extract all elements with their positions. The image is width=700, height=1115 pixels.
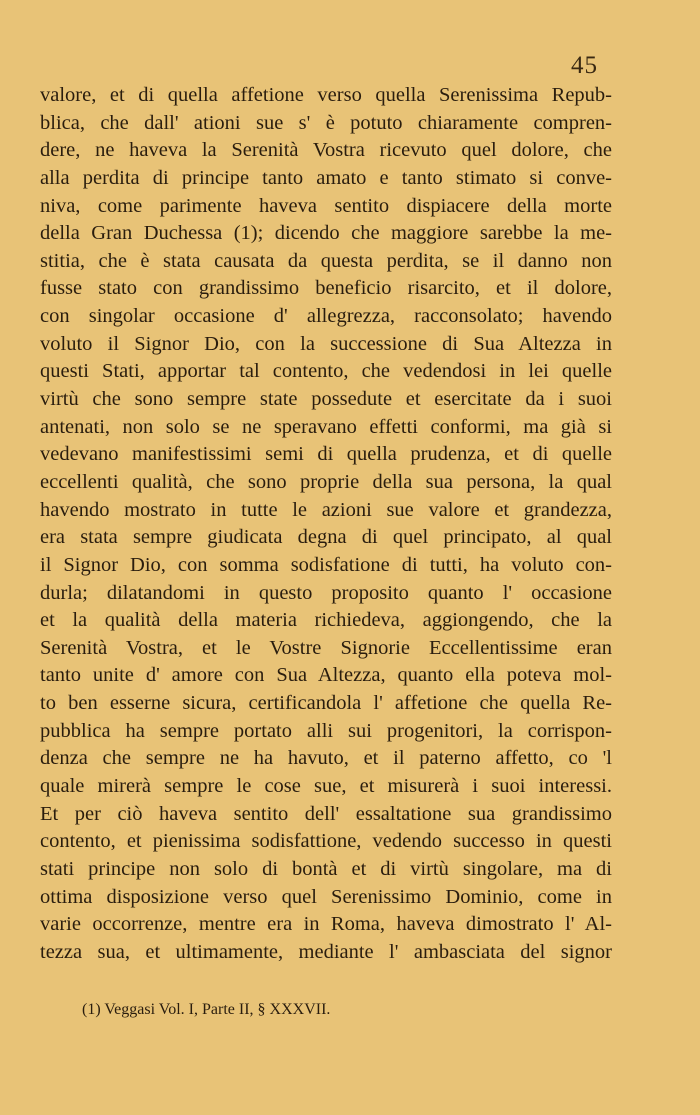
text-line: contento, et pienissima sodisfattione, vedendo successo in questi [40, 830, 612, 853]
text-line: era stata sempre giudicata degna di quel principato, al qual [40, 526, 612, 549]
text-line: havendo mostrato in tutte le azioni sue valore et grandezza, [40, 498, 612, 521]
text-line: denza che sempre ne ha havuto, et il paterno affetto, co 'l [40, 747, 612, 770]
text-line: Et per ciò haveva sentito dell' essaltatione sua grandissimo [40, 802, 612, 825]
text-line: vedevano manifestissimi semi di quella prudenza, et di quelle [40, 443, 612, 466]
text-line: eccellenti qualità, che sono proprie della sua persona, la qual [40, 470, 612, 493]
text-line: tezza sua, et ultimamente, mediante l' ambasciata del signor [40, 940, 612, 963]
text-line: Serenità Vostra, et le Vostre Signorie Eccellentissime eran [40, 636, 612, 659]
text-line: ottima disposizione verso quel Serenissimo Dominio, come in [40, 885, 612, 908]
text-line: varie occorrenze, mentre era in Roma, haveva dimostrato l' Al- [40, 913, 612, 936]
text-line: pubblica ha sempre portato alli sui progenitori, la corrispon- [40, 719, 612, 742]
text-line: alla perdita di principe tanto amato e tanto stimato si conve- [40, 166, 612, 189]
page-number: 45 [571, 52, 598, 79]
text-line: fusse stato con grandissimo beneficio risarcito, et il dolore, [40, 277, 612, 300]
text-line: questi Stati, apportar tal contento, che vedendosi in lei quelle [40, 360, 612, 383]
text-line: niva, come parimente haveva sentito dispiacere della morte [40, 194, 612, 217]
text-line: stati principe non solo di bontà et di virtù singolare, ma di [40, 857, 612, 880]
text-line: voluto il Signor Dio, con la successione di Sua Altezza in [40, 332, 612, 355]
text-line: il Signor Dio, con somma sodisfatione di tutti, ha voluto con- [40, 553, 612, 576]
text-line: et la qualità della materia richiedeva, aggiongendo, che la [40, 609, 612, 632]
text-line: antenati, non solo se ne speravano effetti conformi, ma già si [40, 415, 612, 438]
text-line: tanto unite d' amore con Sua Altezza, quanto ella poteva mol- [40, 664, 612, 687]
text-line: blica, che dall' ationi sue s' è potuto chiaramente compren- [40, 111, 612, 134]
footnote: (1) Veggasi Vol. I, Parte II, § XXXVII. [82, 1001, 331, 1018]
text-line: dere, ne haveva la Serenità Vostra ricevuto quel dolore, che [40, 139, 612, 162]
body-text [40, 82, 612, 967]
text-line: quale mirerà sempre le cose sue, et misurerà i suoi interessi. [40, 775, 612, 798]
text-line: con singolar occasione d' allegrezza, racconsolato; havendo [40, 305, 612, 328]
text-line: stitia, che è stata causata da questa perdita, se il danno non [40, 249, 612, 272]
text-line: to ben esserne sicura, certificandola l' affetione che quella Re- [40, 692, 612, 715]
text-line: durla; dilatandomi in questo proposito quanto l' occasione [40, 581, 612, 604]
text-line: valore, et di quella affetione verso quella Serenissima Repub- [40, 84, 612, 106]
text-line: della Gran Duchessa (1); dicendo che maggiore sarebbe la me- [40, 222, 612, 245]
text-line: virtù che sono sempre state possedute et esercitate da i suoi [40, 388, 612, 411]
